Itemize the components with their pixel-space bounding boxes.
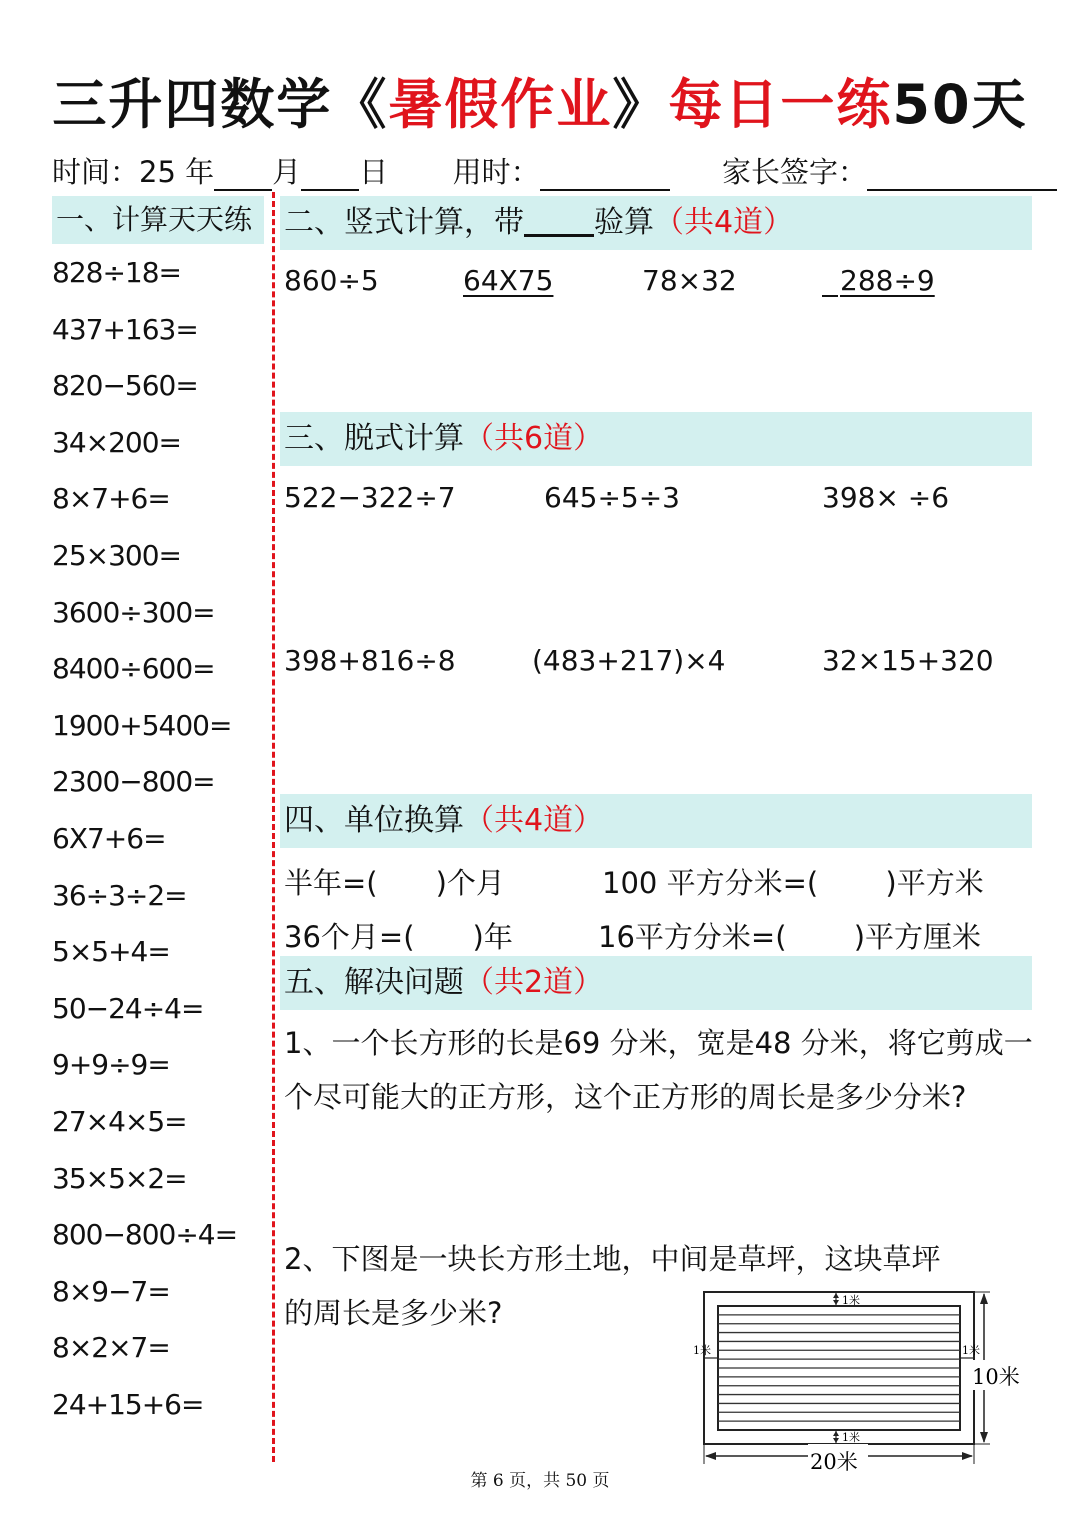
right-margin-label: 1米 — [962, 1344, 980, 1357]
mental-calc-item: 8×7+6= — [52, 482, 170, 516]
section2-title-b: 验算 — [594, 205, 654, 240]
unit-conversion: 36个月=( )年 — [284, 920, 513, 954]
lawn-diagram — [690, 1284, 1030, 1476]
section1-header — [52, 196, 264, 244]
stepwise-problem: 32×15+320 — [822, 644, 994, 677]
mental-calc-item: 27×4×5= — [52, 1105, 187, 1138]
stepwise-problem: 522−322÷7 — [284, 481, 456, 514]
problem-1-line-1: 1、一个长方形的长是69 分米，宽是48 分米，将它剪成一 — [284, 1026, 1033, 1060]
mental-calc-item: 8×9−7= — [52, 1274, 170, 1308]
mental-calc-item: 36÷3÷2= — [52, 878, 187, 912]
day-label: 日 — [359, 155, 389, 189]
problem-2-line-1: 2、下图是一块长方形土地，中间是草坪，这块草坪 — [284, 1242, 941, 1276]
section3-title: 三、脱式计算 — [284, 421, 464, 456]
vertical-problem: 288÷9 — [840, 264, 935, 297]
mental-calc-item: 437+163= — [52, 312, 198, 346]
mental-calc-item: 800−800÷4= — [52, 1218, 238, 1252]
top-margin-label: 1米 — [842, 1294, 860, 1307]
section5-header — [280, 956, 1032, 1010]
unit-conversion: 16平方分米=( )平方厘米 — [598, 920, 982, 954]
section3-count: （共6道） — [464, 421, 604, 456]
stepwise-problem: 398× ÷6 — [822, 481, 950, 514]
lawn-stripes — [718, 1315, 960, 1421]
title-part: 》 — [612, 73, 669, 136]
bottom-margin-label: 1米 — [842, 1431, 860, 1444]
mental-calc-item: 6X7+6= — [52, 822, 166, 855]
section4-count: （共4道） — [464, 803, 604, 838]
vertical-problem: 64X75 — [463, 264, 554, 297]
section4-title: 四、单位换算 — [284, 803, 464, 838]
vertical-problem-wrap — [822, 264, 935, 297]
mental-calc-item: 3600÷300= — [52, 595, 215, 629]
stepwise-problem: 645÷5÷3 — [544, 481, 680, 514]
stepwise-problem: (483+217)×4 — [532, 644, 726, 677]
section5-count: （共2道） — [464, 965, 604, 1000]
stepwise-problem: 398+816÷8 — [284, 644, 456, 677]
word-problem-1 — [284, 1016, 1034, 1124]
header-line — [52, 150, 1057, 191]
section2-header — [280, 196, 1032, 250]
mental-calc-item: 8400÷600= — [52, 652, 215, 686]
section3-header — [280, 412, 1032, 466]
column-divider — [272, 192, 275, 1462]
section2-count: （共4道） — [654, 205, 794, 240]
month-blank[interactable] — [214, 161, 272, 191]
mental-calc-item: 25×300= — [52, 539, 181, 572]
duration-blank[interactable] — [540, 161, 670, 191]
mental-calc-item: 50−24÷4= — [52, 991, 204, 1025]
section1-title: 一、计算天天练 — [56, 203, 253, 236]
section4-header — [280, 794, 1032, 848]
mental-calc-item: 8×2×7= — [52, 1331, 170, 1365]
width-label: 20米 — [810, 1450, 858, 1474]
mental-calc-item: 34×200= — [52, 425, 181, 459]
day-blank[interactable] — [301, 161, 359, 191]
mental-calc-item: 1900+5400= — [52, 708, 232, 742]
signature-label: 家长签字： — [722, 155, 868, 189]
mental-calc-item: 5×5+4= — [52, 935, 170, 969]
title-highlight: 暑假作业 — [388, 73, 613, 136]
month-label: 月 — [272, 155, 302, 189]
mental-calc-item: 35×5×2= — [52, 1161, 187, 1195]
title-highlight: 每日一练 — [668, 73, 893, 136]
mental-calc-item: 24+15+6= — [52, 1388, 204, 1421]
page-footer: 第 6 页，共 50 页 — [470, 1471, 610, 1491]
duration-label: 用时： — [452, 155, 540, 189]
height-label: 10米 — [972, 1365, 1020, 1389]
title-part: 50天 — [892, 73, 1028, 136]
mental-calc-item: 820−560= — [52, 369, 198, 403]
page-title — [0, 62, 1080, 139]
section2-title: 二、竖式计算，带 — [284, 205, 524, 240]
section5-title: 五、解决问题 — [284, 965, 464, 1000]
mental-calc-item: 9+9÷9= — [52, 1048, 170, 1082]
title-part: 三升四数学《 — [52, 73, 389, 136]
signature-blank[interactable] — [867, 161, 1057, 191]
left-margin-label: 1米 — [693, 1344, 711, 1357]
vertical-problem: 78×32 — [642, 264, 737, 297]
time-label: 时间：25 年 — [52, 155, 215, 189]
unit-conversion: 半年=( )个月 — [284, 866, 505, 900]
problem-1-line-2: 个尽可能大的正方形，这个正方形的周长是多少分米? — [284, 1080, 967, 1114]
problem-2-line-2: 的周长是多少米? — [284, 1296, 503, 1330]
vertical-problem: 860÷5 — [284, 264, 379, 297]
mental-calc-item: 828÷18= — [52, 256, 181, 289]
mental-calc-item: 2300−800= — [52, 765, 215, 799]
unit-conversion: 100 平方分米=( )平方米 — [602, 866, 984, 900]
